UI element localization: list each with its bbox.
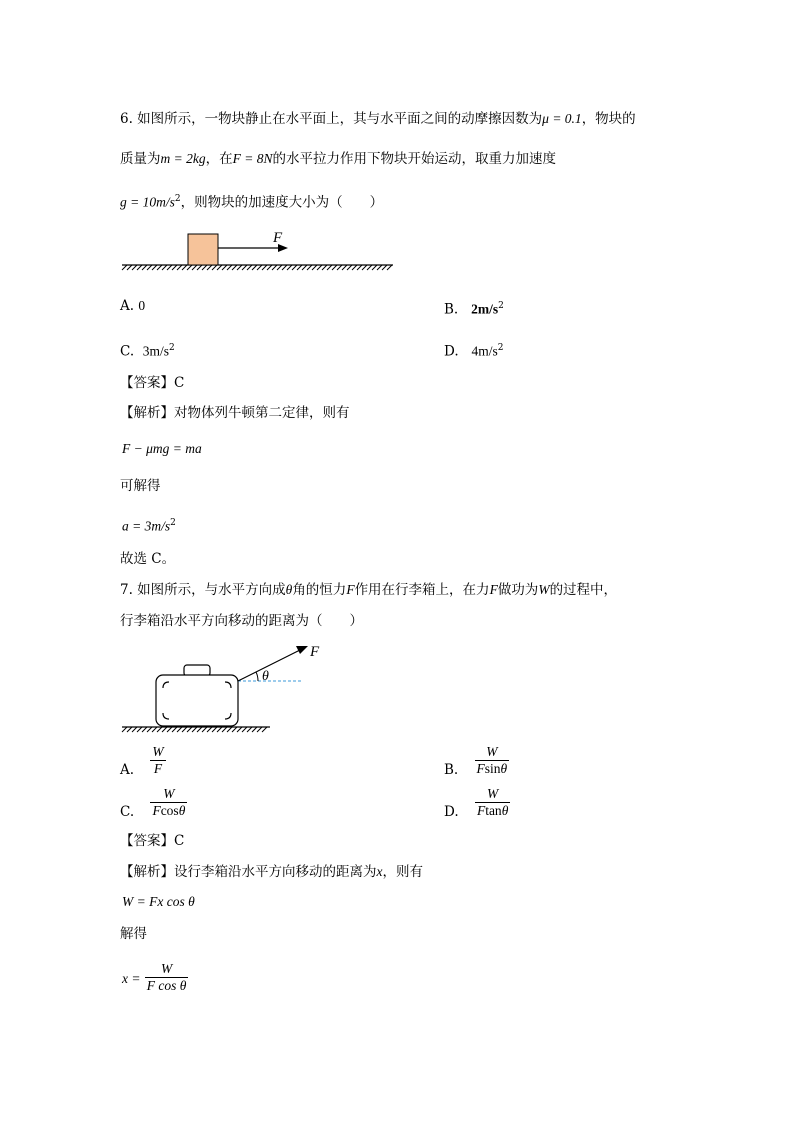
q6-analysis: 【解析】对物体列牛顿第二定律，则有 — [120, 405, 350, 421]
suitcase-handle — [184, 665, 210, 676]
hatch-mark — [237, 727, 242, 732]
q6-answer: 【答案】C — [120, 375, 185, 391]
q6-option-a: A. 0 — [120, 298, 146, 314]
hatch-mark — [182, 727, 187, 732]
hatch-mark — [122, 727, 127, 732]
q7-solve-text: 解得 — [120, 926, 147, 942]
hatch-mark — [197, 727, 202, 732]
hatch-mark — [147, 727, 152, 732]
hatch-mark — [167, 727, 172, 732]
hatch-mark — [232, 727, 237, 732]
hatch-mark — [257, 727, 262, 732]
hatch-mark — [157, 727, 162, 732]
hatch-mark — [252, 727, 257, 732]
q7-option-b: B. $\frac{W}{Fsin\theta}$ — [444, 744, 508, 778]
q6-conclusion: 故选 C。 — [120, 551, 176, 567]
q7-option-c: C. $\frac{W}{Fcos\theta}$ — [120, 786, 186, 820]
hatch-mark — [162, 727, 167, 732]
force-arrow — [238, 650, 300, 681]
hatch-mark — [207, 727, 212, 732]
hatch-mark — [242, 727, 247, 732]
hatch-mark — [212, 727, 217, 732]
q7-line-2: 行李箱沿水平方向移动的距离为（ ） — [120, 613, 363, 629]
ground-hatching — [122, 727, 267, 732]
hatch-mark — [227, 727, 232, 732]
q6-line-3: $g = 10m/s^2$，则物块的加速度大小为（ ） — [120, 194, 384, 211]
q7-option-d: D. $\frac{W}{Ftan\theta}$ — [444, 786, 509, 820]
mass-expression: m = 2kg — [160, 151, 206, 166]
mu-expression: μ = 0.1 — [542, 111, 582, 126]
q7-analysis: 【解析】设行李箱沿水平方向移动的距离为x，则有 — [120, 864, 423, 880]
hatch-mark — [152, 727, 157, 732]
hatch-mark — [187, 727, 192, 732]
q6-equation-1: F − μmg = ma — [122, 441, 202, 456]
hatch-mark — [262, 727, 267, 732]
q6-option-d: D. $4m/s^2$ — [444, 343, 504, 360]
theta-label: θ — [262, 669, 269, 684]
q6-option-b: B. $2m/s^2$ — [444, 301, 504, 318]
q6-line-2: 质量为m = 2kg，在F = 8N的水平拉力作用下物块开始运动，取重力加速度 — [120, 151, 556, 167]
q6-equation-2: $a = 3m/s^2$ — [122, 518, 176, 534]
arrow-head — [296, 646, 308, 654]
hatch-mark — [177, 727, 182, 732]
hatch-mark — [222, 727, 227, 732]
hatch-mark — [132, 727, 137, 732]
gravity-expression: g = 10m/s — [120, 194, 175, 210]
q7-option-a: A. $\frac{W}{F}$ — [120, 744, 164, 778]
hatch-mark — [247, 727, 252, 732]
angle-arc — [256, 672, 258, 681]
force-label: F — [310, 644, 320, 660]
q6-option-c: C. $3m/s^2$ — [120, 343, 175, 360]
suitcase — [156, 675, 238, 726]
q7-equation-2: x = $\frac{W}{\text{F cos θ}}$ — [122, 961, 187, 993]
q7-equation-1: W = Fx cos θ — [122, 894, 195, 909]
q7-line-1: 7. 如图所示，与水平方向成θ角的恒力F作用在行李箱上，在力F做功为W的过程中， — [120, 582, 618, 598]
hatch-mark — [202, 727, 207, 732]
hatch-mark — [127, 727, 132, 732]
force-expression: F = 8N — [232, 151, 273, 166]
q6-solve-text: 可解得 — [120, 478, 161, 494]
hatch-mark — [192, 727, 197, 732]
hatch-mark — [142, 727, 147, 732]
hatch-mark — [217, 727, 222, 732]
q6-line-1: 6. 如图所示，一物块静止在水平面上，其与水平面之间的动摩擦因数为μ = 0.1，物块的 — [120, 111, 636, 127]
hatch-mark — [172, 727, 177, 732]
force-label: F — [273, 230, 283, 246]
hatch-mark — [137, 727, 142, 732]
q7-answer: 【答案】C — [120, 833, 185, 849]
